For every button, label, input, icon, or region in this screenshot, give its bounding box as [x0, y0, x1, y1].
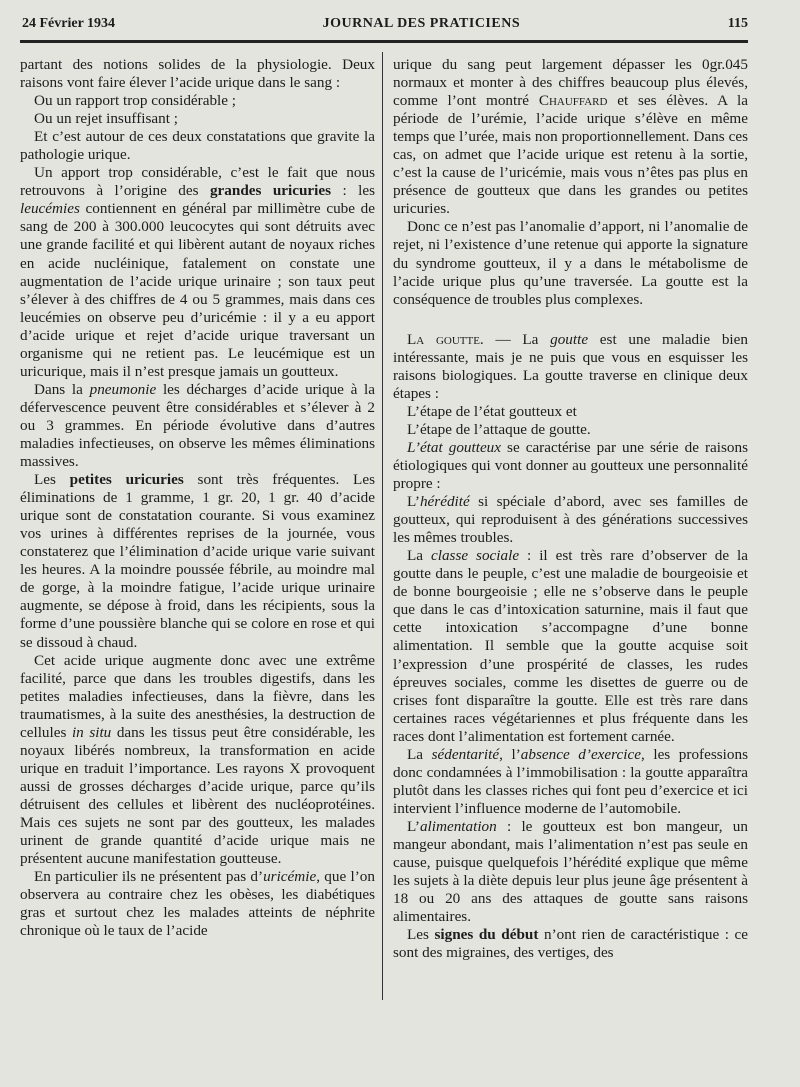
paragraph: L’étape de l’attaque de goutte.	[407, 420, 591, 438]
italic-term: pneumonie	[89, 380, 157, 398]
page-header	[22, 16, 748, 42]
paragraph: L’alimentation : le goutteux est bon mangeur, un mangeur abondant, mais l’alimentation n’est pas seule en cause, puisque quelquefois l’hérédité explique que même les sujets à la diète depuis leur plus jeune âge présentent à 18 ou 20 ans des attaques de goutte sans raisons alimentaires.	[393, 817, 748, 926]
header-rule	[20, 40, 748, 43]
italic-term: L’état goutteux	[407, 438, 502, 456]
paragraph: Cet acide urique augmente donc avec une extrême facilité, parce que dans les troubles digestifs, dans les petites maladies infectieuses, dans la fièvre, dans les traumatismes, à la suite des anesthésies, la destruction de cellules in situ dans les tissus peut être considérable, les noyaux libérés nombreux, la transformation en acide urique en traduit l’importance. Les rayons X provoquent aussi de grosses décharges d’acide urique, parce qu’ils détruisent des cellules et libèrent des nucléoprotéines. Mais ces sujets ne sont par des goutteux, les malades urinent de grande quantité d’acide urique mais ne présentent aucune manifestation goutteuse.	[20, 651, 376, 868]
italic-term: uricémie	[263, 868, 317, 886]
paragraph: L’état goutteux se caractérise par une série de raisons étiologiques qui vont donner au goutteux une personnalité propre :	[393, 438, 748, 493]
left-column	[20, 56, 375, 940]
italic-term: classe sociale	[430, 547, 520, 565]
paragraph: L’hérédité si spéciale d’abord, avec ses familles de goutteux, qui reproduisent à des générations successives les mêmes troubles.	[393, 493, 748, 547]
paragraph: L’étape de l’état goutteux et	[407, 402, 577, 420]
paragraph: Ou un rejet insuffisant ;	[34, 110, 178, 128]
author-name: Chauffard	[538, 92, 608, 110]
paragraph: Un apport trop considérable, c’est le fait que nous retrouvons à l’origine des grandes uricuries : les leucémies contiennent en général par millimètre cube de sang de 200 à 300.000 leucocytes qui sont détruits avec une grande facilité et qui libèrent autant de noyaux riches en acide nucléinique, fatalement on constate une augmentation de l’acide urique urinaire ; son taux peut s’élever à des chiffres de 4 ou 5 grammes, mais dans ces leucémies on observe peu d’uricémie : il y a eu apport d’acide urique et rejet d’acide urique traversant un organisme qui ne retient pas. Le leucémique est un uricurique, mais il n’est presque jamais un goutteux.	[20, 164, 375, 380]
italic-term: goutte	[550, 330, 589, 348]
bold-term: petites uricuries	[69, 471, 184, 489]
paragraph: partant des notions solides de la physiologie. Deux raisons vont faire élever l’acide urique dans le sang :	[20, 56, 375, 92]
paragraph: Les petites uricuries sont très fréquentes. Les éliminations de 1 gramme, 1 gr. 20, 1 gr. 40 d’acide urique sont de constatation courante. Si vous examinez vos urines à différentes reprises de la journée, vous constaterez que l’élimination d’acide urique varie suivant les heures. A la moindre poussée fébrile, au moindre mal de gorge, à la moindre fatigue, l’acide urique urinaire augmente, se dépose à froid, dans les récipients, sous la forme d’une poussière blanche qui se colore en rose et qui se dissoud à chaud.	[20, 471, 375, 651]
paragraph: La goutte. — La goutte est une maladie bien intéressante, mais je ne puis que vous en esquisser les raisons biologiques. La goutte traverse en clinique deux étapes :	[393, 330, 748, 402]
bold-term: signes du début	[434, 926, 539, 944]
paragraph: urique du sang peut largement dépasser les 0gr.045 normaux et monter à des chiffres beaucoup plus élevés, comme l’ont montré Chauffard et ses élèves. A la période de l’urémie, l’acide urique s’élève en même temps que l’urée, mais non proportionnellement. Dans ces cas, on admet que l’acide urique est retenu à la sortie, c’est la cause de l’uricémie, mais vous n’êtes pas plus en présence de goutteux que dans les grandes ou petites uricuries.	[393, 56, 748, 218]
column-divider	[382, 52, 383, 1000]
italic-term: absence d’exercice	[520, 745, 641, 763]
paragraph: En particulier ils ne présentent pas d’uricémie, que l’on observera au contraire chez les obèses, les diabétiques gras et surtout chez les malades atteints de néphrite chronique où le taux de l’acide	[20, 868, 375, 940]
paragraph: Dans la pneumonie les décharges d’acide urique à la défervescence peuvent être considérables et s’élever à 2 ou 3 grammes. En période évolutive dans d’autres maladies infectieuses, on observe les mêmes éliminations massives.	[20, 380, 375, 471]
paragraph: Les signes du début n’ont rien de caractéristique : ce sont des migraines, des vertiges, des	[393, 926, 748, 962]
paragraph: Ou un rapport trop considérable ;	[34, 92, 237, 110]
paragraph: La classe sociale : il est très rare d’observer de la goutte dans le peuple, c’est une maladie de bourgeoisie et de bonne bourgeoisie ; elle ne s’observe dans le peuple que dans le cas d’intoxication saturnine, mais il faut que cette intoxication s’accompagne d’une bonne alimentation. Il semble que la goutte acquise soit l’expression d’une prospérité de classes, les rudes épreuves sociales, comme les disettes de guerre ou de crises font disparaître la goutte. Elle est très rare dans certaines races végétariennes et plus fréquente dans les races dont l’alimentation est fortement carnée.	[393, 547, 748, 745]
paragraph: La sédentarité, l’absence d’exercice, les professions donc condamnées à l’immobilisation : la goutte apparaîtra plutôt dans les classes riches qui font peu d’exercice et ici intervient l’influence moderne de l’automobile.	[393, 745, 748, 817]
italic-term: sédentarité	[431, 745, 500, 763]
italic-term: alimentation	[419, 817, 497, 835]
header-date: 24 Février 1934	[22, 16, 116, 31]
italic-term: leucémies	[20, 200, 80, 218]
paragraph: Donc ce n’est pas l’anomalie d’apport, ni l’anomalie de rejet, ni l’existence d’une retenue qui apporte la signature du syndrome goutteux, il y a dans le métabolisme de l’acide urique plus qu’une traversée. La goutte est la conséquence de troubles plus complexes.	[393, 218, 748, 308]
header-page-number: 115	[727, 16, 748, 31]
bold-term: grandes uricuries	[209, 182, 332, 200]
header-journal-title: JOURNAL DES PRATICIENS	[322, 16, 521, 31]
italic-term: in situ	[71, 723, 112, 741]
italic-term: hérédité	[419, 493, 470, 511]
section-heading: La goutte.	[407, 330, 484, 348]
right-column	[393, 56, 748, 962]
paragraph: Et c’est autour de ces deux constatations que gravite la pathologie urique.	[20, 128, 375, 164]
